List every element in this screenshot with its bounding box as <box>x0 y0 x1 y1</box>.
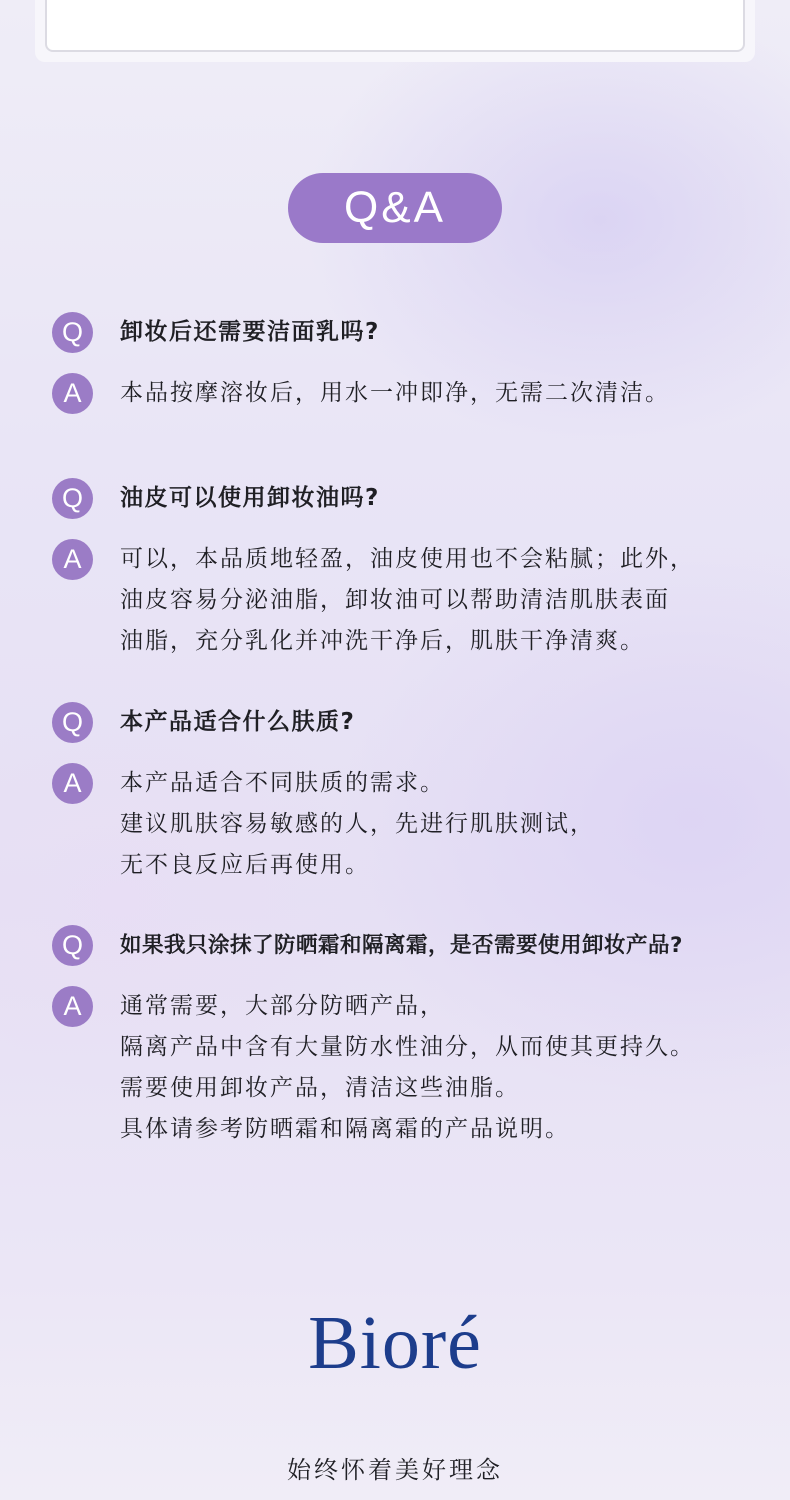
answer-line: 通常需要，大部分防晒产品， <box>120 993 445 1019</box>
answer-line: 油皮容易分泌油脂，卸妆油可以帮助清洁肌肤表面 <box>120 587 670 613</box>
q-badge: Q <box>52 702 93 743</box>
question-row <box>52 925 762 966</box>
answer-line: 隔离产品中含有大量防水性油分，从而使其更持久。 <box>120 1034 695 1060</box>
qa-item <box>52 478 762 662</box>
top-card-inner <box>45 0 745 52</box>
answer-text <box>120 986 762 1150</box>
q-badge: Q <box>52 478 93 519</box>
qa-item <box>52 925 762 1150</box>
question-row <box>52 702 762 743</box>
a-badge: A <box>52 986 93 1027</box>
a-badge: A <box>52 763 93 804</box>
a-badge: A <box>52 539 93 580</box>
answer-text <box>120 373 762 414</box>
answer-line: 建议肌肤容易敏感的人，先进行肌肤测试， <box>120 811 595 837</box>
qa-item <box>52 312 762 414</box>
answer-line: 需要使用卸妆产品，清洁这些油脂。 <box>120 1075 520 1101</box>
answer-text <box>120 539 762 662</box>
q-badge: Q <box>52 925 93 966</box>
answer-line: 可以，本品质地轻盈，油皮使用也不会粘腻；此外， <box>120 546 695 572</box>
qa-item <box>52 702 762 886</box>
question-text: 本产品适合什么肤质? <box>120 709 356 735</box>
brand-slogan: 始终怀着美好理念 <box>287 1456 503 1484</box>
answer-line: 具体请参考防晒霜和隔离霜的产品说明。 <box>120 1116 570 1142</box>
qa-title-pill: Q&A <box>288 173 502 243</box>
answer-line: 无不良反应后再使用。 <box>120 852 370 878</box>
answer-line: 本产品适合不同肤质的需求。 <box>120 770 445 796</box>
question-text: 如果我只涂抹了防晒霜和隔离霜，是否需要使用卸妆产品? <box>120 933 683 958</box>
top-card <box>35 0 755 62</box>
answer-text <box>120 763 762 886</box>
answer-line: 油脂，充分乳化并冲洗干净后，肌肤干净清爽。 <box>120 628 645 654</box>
a-badge: A <box>52 373 93 414</box>
biore-logo: Bioré <box>308 1301 482 1385</box>
answer-row <box>52 986 762 1150</box>
question-row <box>52 312 762 353</box>
answer-row <box>52 539 762 662</box>
answer-line: 本品按摩溶妆后，用水一冲即净，无需二次清洁。 <box>120 380 670 406</box>
q-badge: Q <box>52 312 93 353</box>
answer-row <box>52 373 762 414</box>
question-text: 卸妆后还需要洁面乳吗? <box>120 319 380 345</box>
question-text: 油皮可以使用卸妆油吗? <box>120 485 380 511</box>
answer-row <box>52 763 762 886</box>
question-row <box>52 478 762 519</box>
